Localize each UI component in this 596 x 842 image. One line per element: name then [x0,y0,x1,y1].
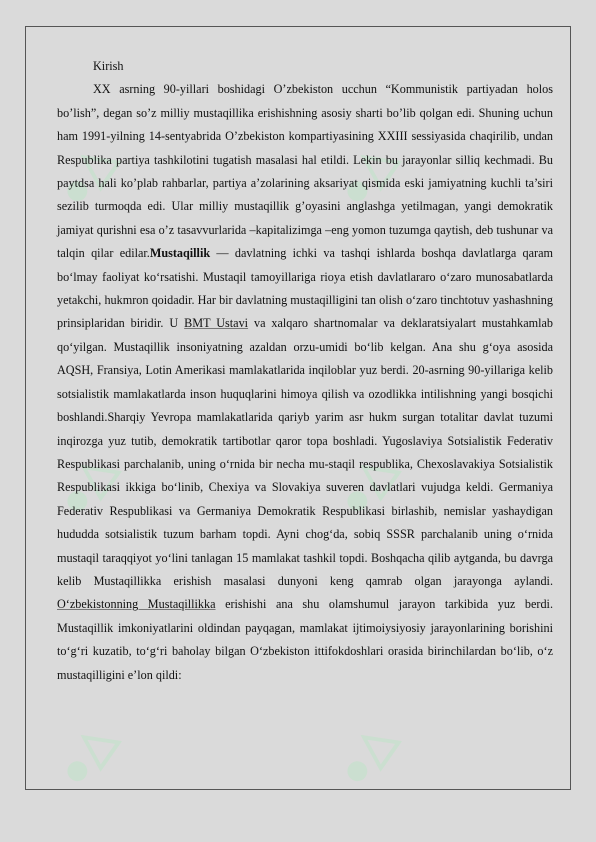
watermark-mark: ●△ [325,714,405,796]
bold-term: Mustaqillik [149,246,211,261]
link-uzbekistan-independence[interactable]: Oʻzbekistonning Mustaqillikka [57,597,216,612]
link-bmt-ustavi[interactable]: BMT Ustavi [184,316,249,331]
body-text [57,55,553,687]
paragraph-text: — davlatning ichki va tashqi ishlarda boshqa davlatlarga qaram boʻlmay faoliyat koʻrsatishi. Mustaqil tamoyillariga rioya etish davlatlararo oʻzaro munosabatlarda yetakchi, hukmron qoidadir. Har bir davlatning mustaqilligini tan olish oʻzaro tinchtotuv yashashning prinsiplaridan biridir. U [57,246,553,331]
paragraph-text: XX asrning 90-yillari boshidagi O’zbekiston ucchun “Kommunistik partiyadan holos bo’lish”, degan so’z milliy mustaqillika erishishning asosiy sharti bo’lib qolgan edi. Shuning uchun ham 1991-yilning 14-sentyabrida O’zbekiston kompartiyasining XXIII sessiyasida chaqirilib, undan Respublika partiya tashkilotini tugatish masalasi hal etildi. Lekin bu jarayonlar silliq kechmadi. Bu paytdsa hali ko’plab rahbarlar, partiya a’zolarining aksariyat qismida eski jamiyatning kuchli ta’siri sezilib turmoqda edi. Ular milliy mustaqillik g’oyasini anglashga yetilmagan, yangi demokratik jamiyat qurishni esa o’z tasavvurlarida –kapitalizimga –eng yomon tuzumga qaytish, deb tushunar va talqin qilar edilar. [57,82,553,261]
paragraph-text: va xalqaro shartnomalar va deklaratsiyalart mustahkamlab qoʻyilgan. Mustaqillik insoniyatning azaldan orzu-umidi boʻlib kelgan. Ana shu gʻoya asosida AQSH, Fransiya, Lotin Amerikasi mamlakatlarida inqiloblar yuz berdi. 20-asrning 90-yillariga kelib sotsialistik mamlakatlarda inson huquqlarini himoya qilish va ozodlikka intilishning yangi bosqichi boshlandi.Sharqiy Yevropa mamlakatlarida qariyb yarim asr hukm surgan totalitar davlat tuzumi inqirozga yuz tutib, demokratik tartibotlar qaror topa boshladi. Yugoslaviya Sotsialistik Federativ Respublikasi parchalanib, uning oʻrnida bir necha mu-staqil respublika, Chexoslavakiya Sotsialistik Respublikasi ikkiga boʻlinib, Chexiya va Slovakiya suveren davlatlari vujudga keldi. Germaniya Federativ Respublikasi va Germaniya Demokratik Respublikasi birlashib, nemislar yashaydigan hududda sotsialistik tuzum barham topdi. Ayni chogʻda, sobiq SSSR parchalanib uning oʻrnida mustaqil taraqqiyot yoʻlini tanlagan 15 mamlakat tashkil topdi. Boshqacha qilib aytganda, bu davrga kelib Mustaqillikka erishish masalasi dunyoni keng qamrab olgan jarayonga aylandi. [57,316,553,588]
paragraph-text: erishishi ana shu olamshumul jarayon tarkibida yuz berdi. Mustaqillik imkoniyatlarini oldindan payqagan, mamlakat ijtimoiysiyosiy jarayonlarining borishini toʻgʻri kuzatib, toʻgʻri baholay bilgan Oʻzbekiston ittifokdoshlari orasida birinchilardan boʻlib, oʻz mustaqilligini e’lon qildi: [57,597,553,682]
watermark-mark: ●△ [325,444,405,526]
watermark-mark: ●△ [45,134,125,216]
section-heading: Kirish [93,59,124,73]
body-paragraph [57,78,553,687]
watermark-mark: ●△ [45,444,125,526]
watermark-mark: ●△ [325,134,405,216]
watermark-mark: ●△ [45,714,125,796]
